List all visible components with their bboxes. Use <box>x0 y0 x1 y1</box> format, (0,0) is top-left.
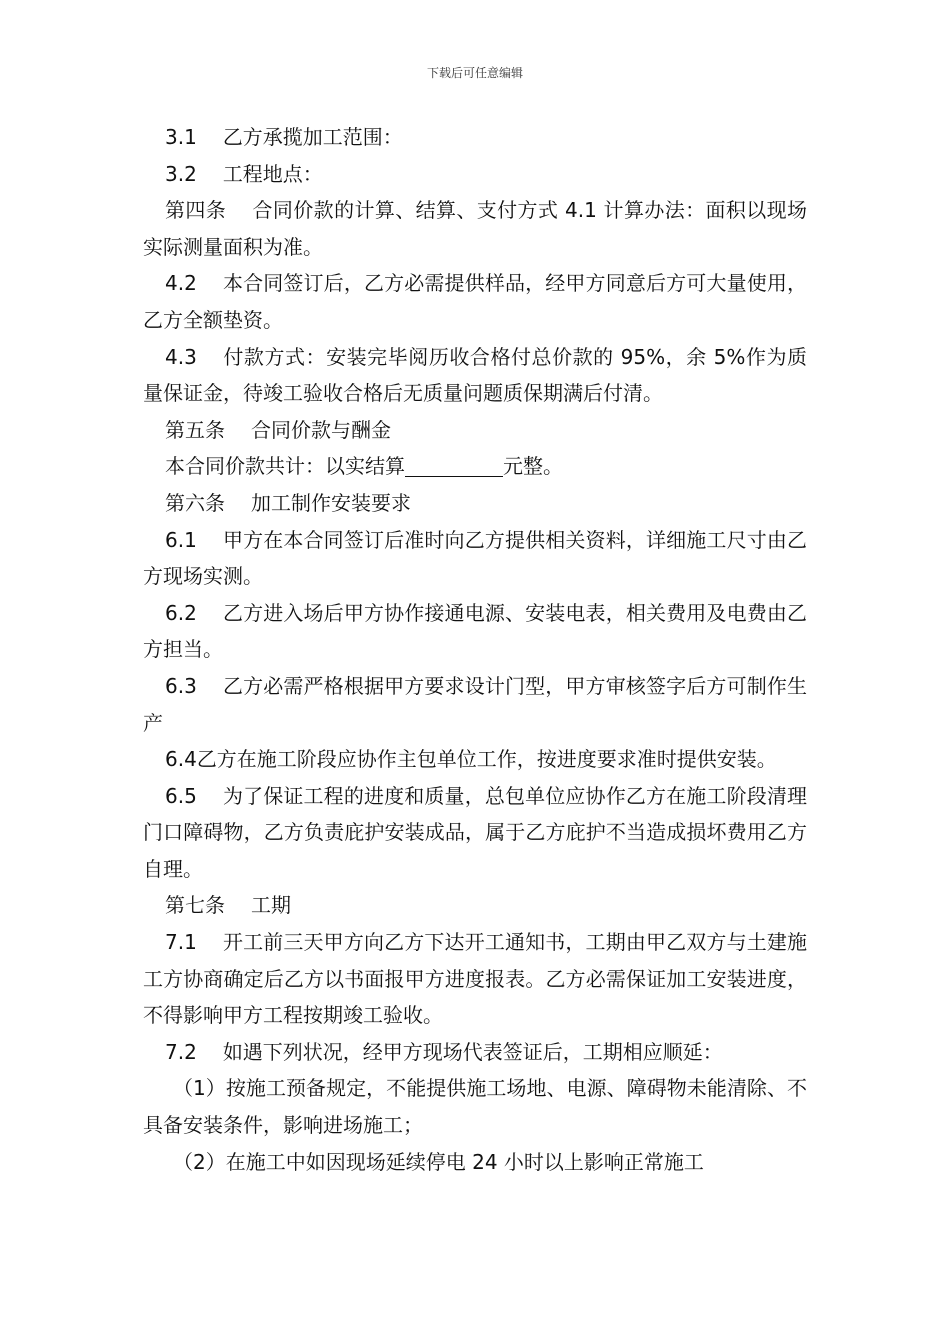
clause-text: 合同价款与酬金 <box>251 417 391 442</box>
clause-number: （2） <box>173 1149 226 1174</box>
clause-text: 乙方进入场后甲方协作接通电源、安装电表，相关费用及电费由乙方担当。 <box>143 600 807 662</box>
clause-text: 本合同价款共计：以实结算 <box>165 454 405 479</box>
clause-number: 第四条 <box>165 198 227 223</box>
clause-number: 6.4 <box>165 747 197 772</box>
clause-number: 6.2 <box>165 600 197 625</box>
paragraph <box>143 192 807 265</box>
clause-text: 合同价款的计算、结算、支付方式 4.1 计算办法：面积以现场实际测量面积为准。 <box>143 198 807 259</box>
clause-text: 本合同签订后，乙方必需提供样品，经甲方同意后方可大量使用，乙方全额垫资。 <box>143 271 807 332</box>
clause-text: 工程地点： <box>222 161 323 186</box>
clause-text: 付款方式：安装完毕阅历收合格付总价款的 95%，余 5%作为质量保证金，待竣工验收合格后无质量问题质保期满后付清。 <box>143 344 807 406</box>
clause-suffix: 元整。 <box>503 454 563 479</box>
paragraph <box>143 668 807 741</box>
clause-text: 乙方必需严格根据甲方要求设计门型，甲方审核签字后方可制作生产 <box>143 673 807 735</box>
paragraph <box>143 119 807 156</box>
paragraph <box>143 1034 807 1071</box>
clause-text: 按施工预备规定，不能提供施工场地、电源、障碍物未能清除、不具备安装条件，影响进场施工； <box>143 1076 808 1138</box>
clause-number: 6.5 <box>165 783 197 808</box>
clause-number: 4.2 <box>165 271 197 296</box>
clause-number: 6.1 <box>165 527 197 552</box>
clause-number: 第六条 <box>165 490 225 515</box>
clause-number: 7.2 <box>165 1039 197 1064</box>
clause-text: 为了保证工程的进度和质量，总包单位应协作乙方在施工阶段清理门口障碍物，乙方负责庇护安装成品，属于乙方庇护不当造成损坏费用乙方自理。 <box>143 783 807 881</box>
clause-text: 乙方承揽加工范围： <box>222 125 403 149</box>
paragraph <box>143 887 807 924</box>
paragraph <box>143 522 807 595</box>
clause-number: 6.3 <box>165 673 197 698</box>
clause-number: 3.2 <box>165 161 197 186</box>
paragraph <box>143 1144 807 1181</box>
paragraph <box>143 339 807 412</box>
clause-text: 开工前三天甲方向乙方下达开工通知书，工期由甲乙双方与土建施工方协商确定后乙方以书面报甲方进度报表。乙方必需保证加工安装进度，不得影响甲方工程按期竣工验收。 <box>143 930 807 1028</box>
fill-in-blank <box>405 454 503 477</box>
paragraph <box>143 924 807 1034</box>
clause-number: 7.1 <box>165 930 197 955</box>
clause-number: 第七条 <box>165 893 225 918</box>
clause-text: 如遇下列状况，经甲方现场代表签证后，工期相应顺延： <box>222 1039 723 1064</box>
clause-text: 乙方在施工阶段应协作主包单位工作，按进度要求准时提供安装。 <box>196 747 777 772</box>
clause-number: 4.3 <box>165 344 197 369</box>
clause-number: 3.1 <box>165 125 197 149</box>
paragraph <box>143 595 807 668</box>
clause-number: 第五条 <box>165 417 225 442</box>
paragraph <box>143 1070 807 1143</box>
paragraph <box>143 265 807 338</box>
document-body <box>143 119 807 1180</box>
paragraph <box>143 778 807 888</box>
clause-text: 工期 <box>251 893 291 918</box>
clause-text: 加工制作安装要求 <box>251 490 411 515</box>
paragraph <box>143 485 807 522</box>
paragraph <box>143 412 807 449</box>
clause-number: （1） <box>173 1076 226 1101</box>
page-header-note: 下载后可任意编辑 <box>426 66 523 80</box>
paragraph <box>143 156 807 193</box>
paragraph <box>143 448 807 485</box>
clause-text: 甲方在本合同签订后准时向乙方提供相关资料，详细施工尺寸由乙方现场实测。 <box>143 527 807 589</box>
paragraph <box>143 741 807 778</box>
clause-text: 在施工中如因现场延续停电 24 小时以上影响正常施工 <box>225 1149 704 1174</box>
